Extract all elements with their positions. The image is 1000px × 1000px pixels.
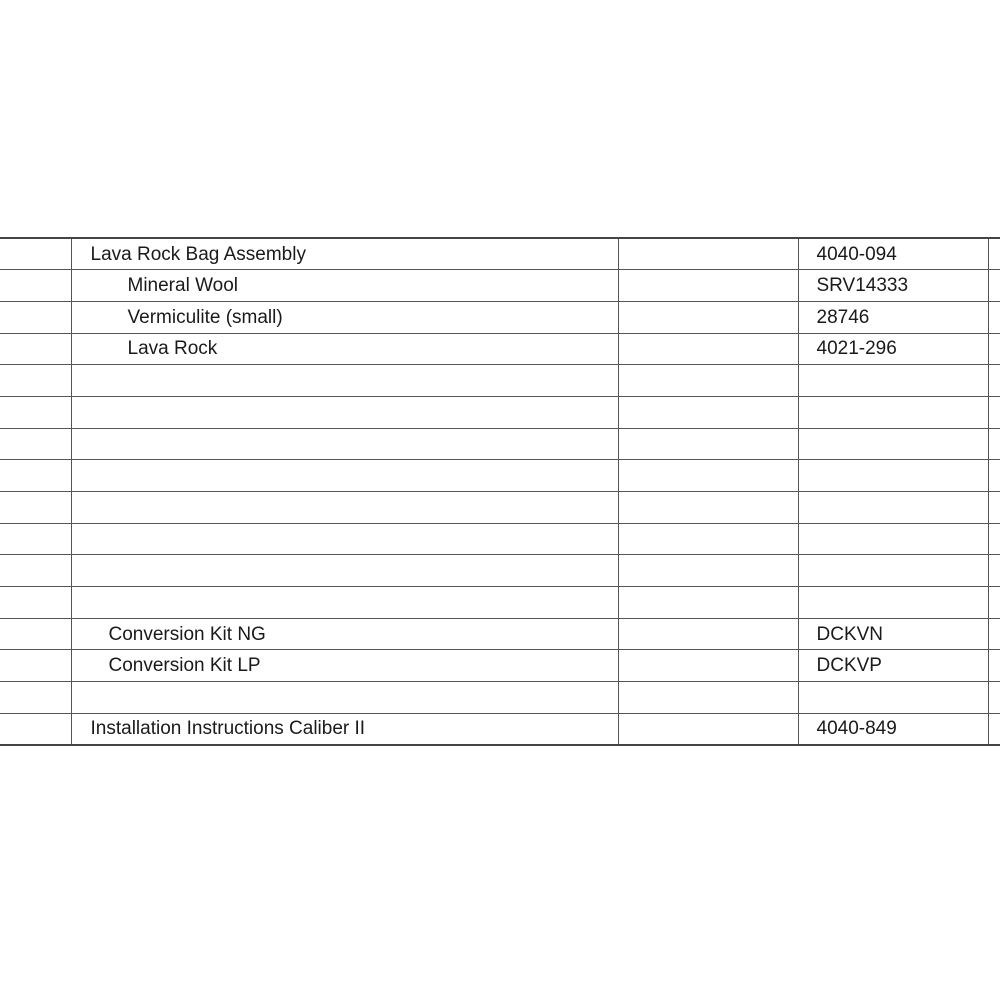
part-number-cell: SRV14333 <box>798 270 988 302</box>
qty-cell <box>618 523 798 555</box>
trailing-cell <box>988 365 1000 397</box>
part-number-cell <box>798 365 988 397</box>
part-number-cell: 4021-296 <box>798 333 988 365</box>
item-cell <box>0 587 71 619</box>
qty-cell <box>618 555 798 587</box>
trailing-cell <box>988 428 1000 460</box>
trailing-cell <box>988 238 1000 270</box>
qty-cell <box>618 301 798 333</box>
qty-cell <box>618 428 798 460</box>
qty-cell <box>618 270 798 302</box>
item-cell <box>0 618 71 650</box>
part-number-cell <box>798 428 988 460</box>
table-row <box>0 523 1000 555</box>
part-number-cell: 4040-094 <box>798 238 988 270</box>
description-cell: Vermiculite (small) <box>71 301 618 333</box>
item-cell <box>0 460 71 492</box>
part-number-cell <box>798 555 988 587</box>
trailing-cell <box>988 270 1000 302</box>
description-cell <box>71 587 618 619</box>
description-cell <box>71 492 618 524</box>
qty-cell <box>618 682 798 714</box>
part-number-cell <box>798 587 988 619</box>
qty-cell <box>618 587 798 619</box>
trailing-cell <box>988 301 1000 333</box>
description-cell: Lava Rock Bag Assembly <box>71 238 618 270</box>
table-row <box>0 713 1000 745</box>
description-cell: Installation Instructions Caliber II <box>71 713 618 745</box>
part-number-cell: DCKVP <box>798 650 988 682</box>
part-number-cell: 4040-849 <box>798 713 988 745</box>
trailing-cell <box>988 460 1000 492</box>
trailing-cell <box>988 396 1000 428</box>
table-row <box>0 365 1000 397</box>
part-number-cell: DCKVN <box>798 618 988 650</box>
trailing-cell <box>988 587 1000 619</box>
qty-cell <box>618 713 798 745</box>
qty-cell <box>618 365 798 397</box>
item-cell <box>0 301 71 333</box>
item-cell <box>0 333 71 365</box>
trailing-cell <box>988 713 1000 745</box>
qty-cell <box>618 492 798 524</box>
parts-table <box>0 237 1000 746</box>
qty-cell <box>618 460 798 492</box>
qty-cell <box>618 238 798 270</box>
qty-cell <box>618 333 798 365</box>
item-cell <box>0 523 71 555</box>
table-row <box>0 396 1000 428</box>
qty-cell <box>618 650 798 682</box>
item-cell <box>0 492 71 524</box>
table-row <box>0 587 1000 619</box>
item-cell <box>0 238 71 270</box>
trailing-cell <box>988 492 1000 524</box>
description-cell <box>71 555 618 587</box>
description-cell <box>71 460 618 492</box>
parts-table-body <box>0 238 1000 745</box>
item-cell <box>0 365 71 397</box>
table-row <box>0 618 1000 650</box>
trailing-cell <box>988 682 1000 714</box>
table-row <box>0 238 1000 270</box>
description-cell <box>71 428 618 460</box>
trailing-cell <box>988 618 1000 650</box>
table-row <box>0 650 1000 682</box>
table-row <box>0 460 1000 492</box>
trailing-cell <box>988 650 1000 682</box>
item-cell <box>0 396 71 428</box>
description-cell: Conversion Kit LP <box>71 650 618 682</box>
table-row <box>0 301 1000 333</box>
item-cell <box>0 650 71 682</box>
item-cell <box>0 428 71 460</box>
description-cell <box>71 365 618 397</box>
description-cell: Lava Rock <box>71 333 618 365</box>
table-row <box>0 270 1000 302</box>
item-cell <box>0 713 71 745</box>
item-cell <box>0 270 71 302</box>
description-cell: Mineral Wool <box>71 270 618 302</box>
part-number-cell <box>798 682 988 714</box>
description-cell: Conversion Kit NG <box>71 618 618 650</box>
qty-cell <box>618 396 798 428</box>
table-row <box>0 492 1000 524</box>
part-number-cell <box>798 460 988 492</box>
qty-cell <box>618 618 798 650</box>
table-row <box>0 682 1000 714</box>
trailing-cell <box>988 523 1000 555</box>
table-row <box>0 428 1000 460</box>
part-number-cell <box>798 492 988 524</box>
table-row <box>0 555 1000 587</box>
item-cell <box>0 555 71 587</box>
description-cell <box>71 682 618 714</box>
part-number-cell <box>798 396 988 428</box>
table-row <box>0 333 1000 365</box>
trailing-cell <box>988 555 1000 587</box>
item-cell <box>0 682 71 714</box>
description-cell <box>71 396 618 428</box>
trailing-cell <box>988 333 1000 365</box>
part-number-cell <box>798 523 988 555</box>
description-cell <box>71 523 618 555</box>
part-number-cell: 28746 <box>798 301 988 333</box>
